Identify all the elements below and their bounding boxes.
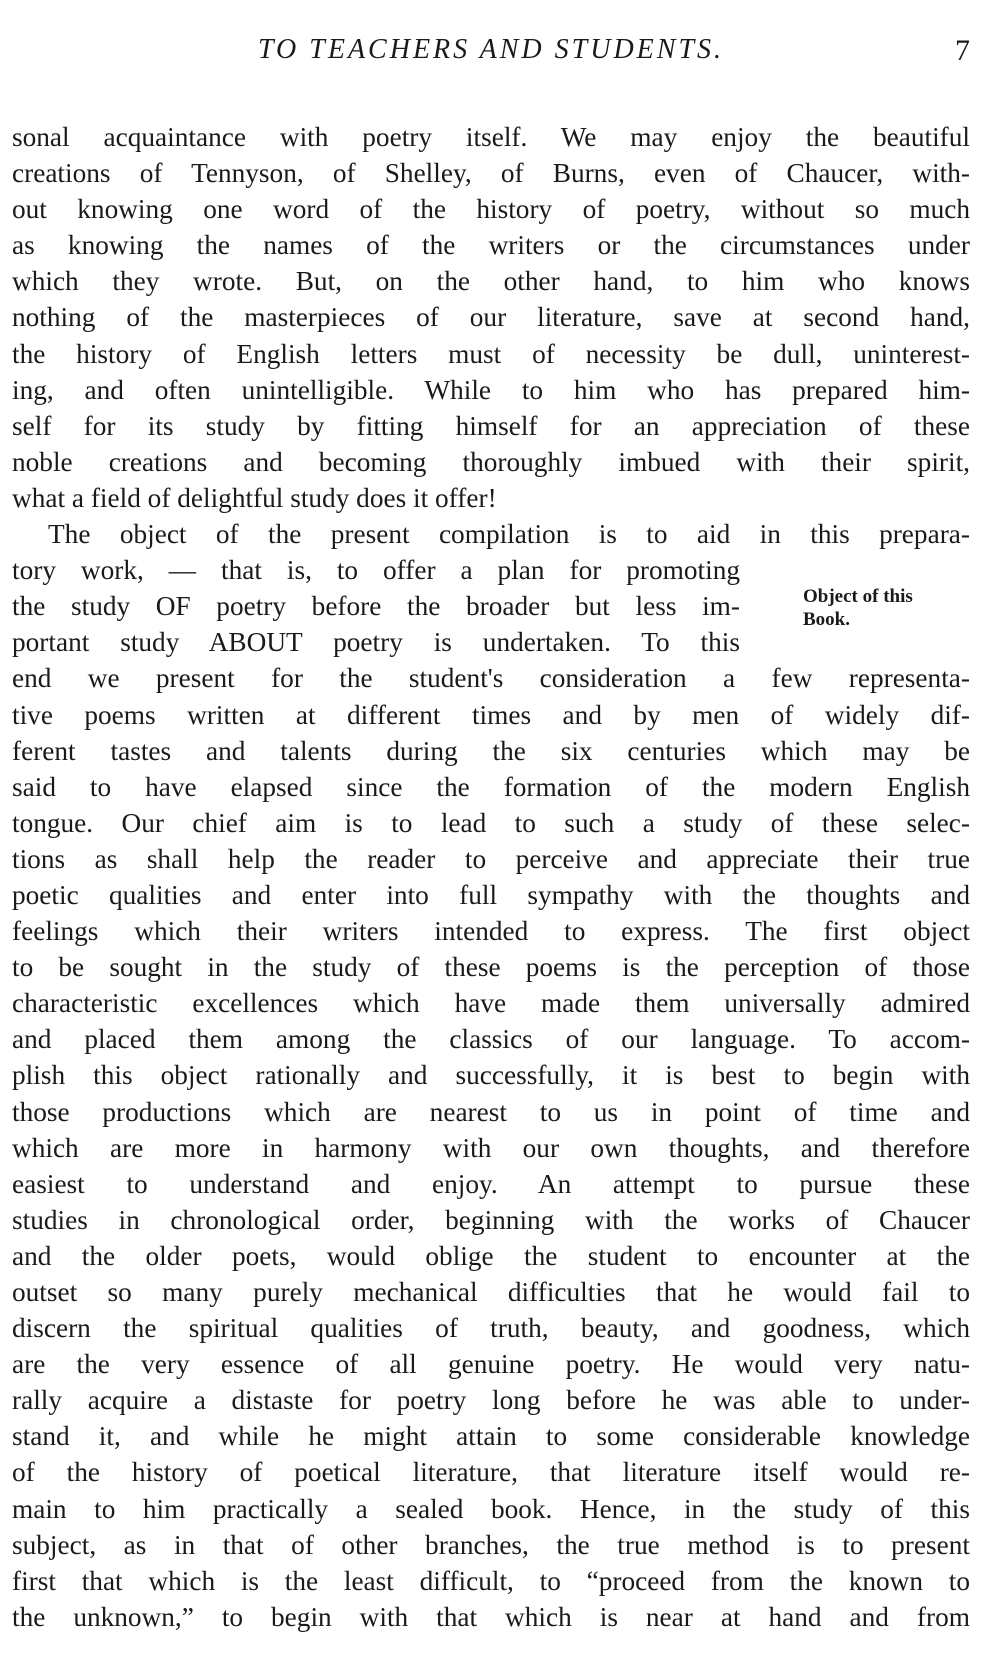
- page-number: 7: [955, 34, 970, 67]
- text-line: tongue. Our chief aim is to lead to such a study of these selec-: [12, 807, 970, 838]
- text-line: characteristic excellences which have made them universally admired: [12, 988, 970, 1019]
- text-line: nothing of the masterpieces of our literature, save at second hand,: [12, 302, 970, 333]
- text-line: The object of the present compilation is to aid in this prepara-: [48, 519, 970, 550]
- text-line: studies in chronological order, beginning with the works of Chaucer: [12, 1204, 970, 1235]
- text-line: out knowing one word of the history of poetry, without so much: [12, 194, 970, 225]
- text-line: ferent tastes and talents during the six centuries which may be: [12, 735, 970, 766]
- text-line: which are more in harmony with our own thoughts, and therefore: [12, 1132, 970, 1163]
- text-line: the history of English letters must of necessity be dull, uninterest-: [12, 338, 970, 369]
- text-line: self for its study by fitting himself for an appreciation of these: [12, 410, 970, 441]
- text-line: poetic qualities and enter into full sympathy with the thoughts and: [12, 879, 970, 910]
- text-line: feelings which their writers intended to express. The first object: [12, 916, 970, 947]
- text-line: as knowing the names of the writers or the circumstances under: [12, 230, 970, 261]
- text-line: ing, and often unintelligible. While to him who has prepared him-: [12, 374, 970, 405]
- text-line: discern the spiritual qualities of truth, beauty, and goodness, which: [12, 1313, 970, 1344]
- text-line: first that which is the least difficult, to “proceed from the known to: [12, 1565, 970, 1596]
- text-line: main to him practically a sealed book. Hence, in the study of this: [12, 1493, 970, 1524]
- text-line: and the older poets, would oblige the student to encounter at the: [12, 1240, 970, 1271]
- text-line: portant study ABOUT poetry is undertaken. To this: [12, 627, 740, 658]
- margin-note: Object of this Book.: [803, 586, 913, 630]
- text-line: the study OF poetry before the broader but less im-: [12, 591, 740, 622]
- body-text: [12, 119, 970, 1635]
- text-line: subject, as in that of other branches, the true method is to present: [12, 1529, 970, 1560]
- text-line: what a field of delightful study does it offer!: [12, 482, 497, 513]
- text-line: and placed them among the classics of our language. To accom-: [12, 1024, 970, 1055]
- text-line: said to have elapsed since the formation of the modern English: [12, 771, 970, 802]
- text-line: those productions which are nearest to us in point of time and: [12, 1096, 970, 1127]
- text-line: of the history of poetical literature, that literature itself would re-: [12, 1457, 970, 1488]
- text-line: easiest to understand and enjoy. An attempt to pursue these: [12, 1168, 970, 1199]
- text-line: plish this object rationally and successfully, it is best to begin with: [12, 1060, 970, 1091]
- text-line: outset so many purely mechanical difficulties that he would fail to: [12, 1277, 970, 1307]
- text-line: sonal acquaintance with poetry itself. We may enjoy the beautiful: [12, 122, 970, 152]
- text-line: end we present for the student's consideration a few representa-: [12, 663, 970, 694]
- text-line: which they wrote. But, on the other hand, to him who knows: [12, 266, 970, 297]
- text-line: tive poems written at different times and by men of widely dif-: [12, 699, 970, 730]
- text-line: to be sought in the study of these poems is the perception of those: [12, 952, 970, 983]
- text-line: tions as shall help the reader to perceive and appreciate their true: [12, 843, 970, 874]
- running-head: [12, 34, 970, 74]
- text-line: creations of Tennyson, of Shelley, of Burns, even of Chaucer, with-: [12, 158, 970, 189]
- text-line: rally acquire a distaste for poetry long before he was able to under-: [12, 1385, 970, 1416]
- text-line: noble creations and becoming thoroughly imbued with their spirit,: [12, 446, 970, 477]
- text-line: stand it, and while he might attain to some considerable knowledge: [12, 1421, 970, 1452]
- text-line: tory work, — that is, to offer a plan for promoting: [12, 555, 740, 586]
- text-line: the unknown,” to begin with that which is near at hand and from: [12, 1601, 970, 1632]
- running-title: TO TEACHERS AND STUDENTS.: [257, 34, 725, 65]
- text-line: are the very essence of all genuine poetry. He would very natu-: [12, 1349, 970, 1380]
